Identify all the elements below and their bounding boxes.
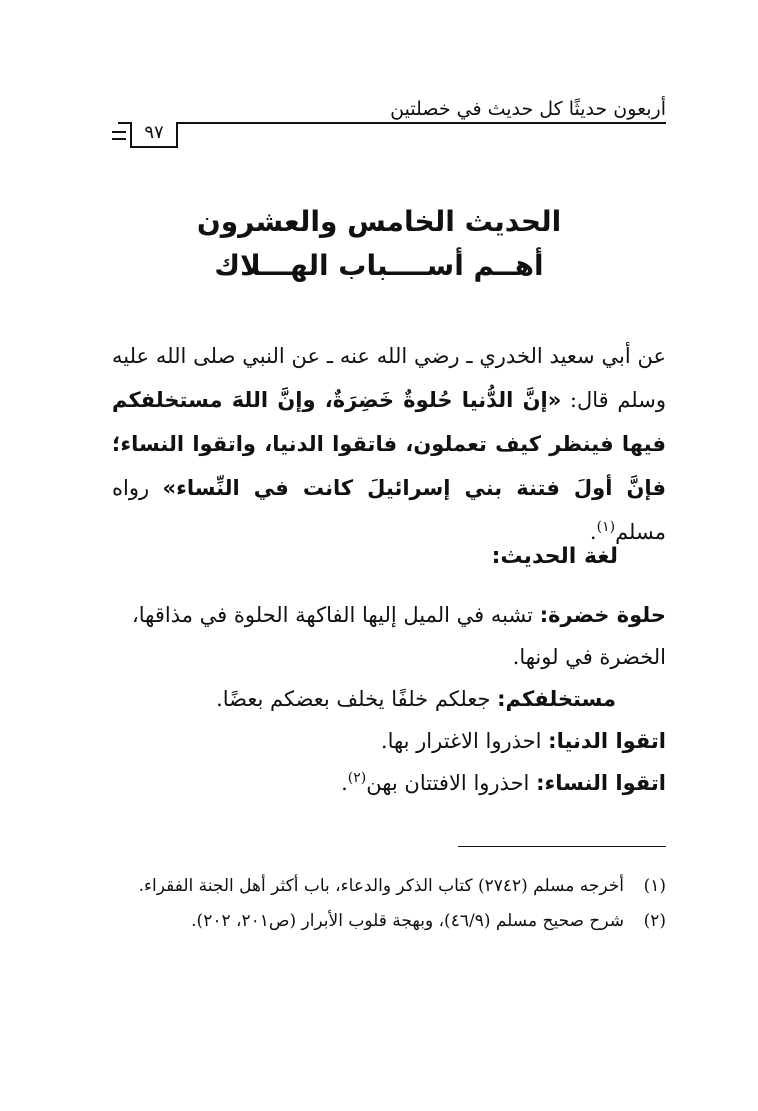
chapter-titles: [0, 200, 758, 288]
footnote-text: شرح صحيح مسلم (٤٦/٩)، وبهجة قلوب الأبرار (ص٢٠١، ٢٠٢).: [191, 911, 624, 931]
page-number: ٩٧: [130, 122, 178, 148]
glossary-item: [112, 594, 666, 678]
glossary-definition: تشبه في الميل إليها الفاكهة الحلوة في مذاقها، الخضرة في لونها.: [132, 603, 666, 669]
glossary-term: مستخلفكم:: [497, 687, 616, 711]
running-title: أربعون حديثًا كل حديث في خصلتين: [390, 98, 666, 120]
header-rule: [118, 122, 666, 124]
footnote-rule: [458, 846, 666, 847]
footnote: [112, 870, 666, 903]
glossary-item: [112, 762, 666, 804]
glossary-item: [112, 720, 666, 762]
footnote-number: (٢): [643, 911, 666, 931]
footnote-text: أخرجه مسلم (٢٧٤٢) كتاب الذكر والدعاء، باب أكثر أهل الجنة الفقراء.: [138, 876, 624, 896]
footnote-ref[interactable]: (١): [596, 519, 616, 535]
glossary-definition: احذروا الاغترار بها.: [380, 729, 549, 753]
footnotes: [112, 870, 666, 940]
chapter-title: الحديث الخامس والعشرون: [196, 205, 562, 238]
footnote-ref[interactable]: (٢): [347, 770, 367, 786]
glossary-term: حلوة خضرة:: [539, 603, 666, 627]
section-heading: لغة الحديث:: [491, 544, 618, 569]
glossary-definition: جعلكم خلفًا يخلف بعضكم بعضًا.: [216, 687, 498, 711]
header-ornament: [112, 138, 126, 140]
glossary: [112, 594, 666, 804]
glossary-term: اتقوا الدنيا:: [548, 729, 666, 753]
glossary-end: .: [341, 771, 348, 795]
chapter-subtitle: أهــم أســــباب الهـــلاك: [214, 249, 544, 282]
hadith-end: .: [589, 520, 597, 544]
hadith-text: [112, 334, 666, 554]
glossary-term: اتقوا النساء:: [536, 771, 666, 795]
hadith-source: رواه مسلم: [112, 476, 666, 544]
footnote-number: (١): [643, 876, 666, 896]
hadith-intro: عن أبي سعيد الخدري ـ رضي الله عنه ـ عن النبي صلى الله عليه وسلم قال:: [112, 344, 666, 412]
footnote: [112, 905, 666, 938]
hadith-quote: «إنَّ الدُّنيا حُلوةٌ خَضِرَةٌ، وإنَّ اللهَ مستخلفكم فيها فينظر كيف تعملون، فاتقوا الدنيا، واتقوا النساء؛ فإنَّ أولَ فتنة بني إسرائيلَ كانت في النِّساء»: [112, 388, 667, 500]
glossary-definition: احذروا الافتتان بهن: [366, 771, 537, 795]
header-ornament: [112, 131, 126, 133]
glossary-item: [112, 678, 666, 720]
